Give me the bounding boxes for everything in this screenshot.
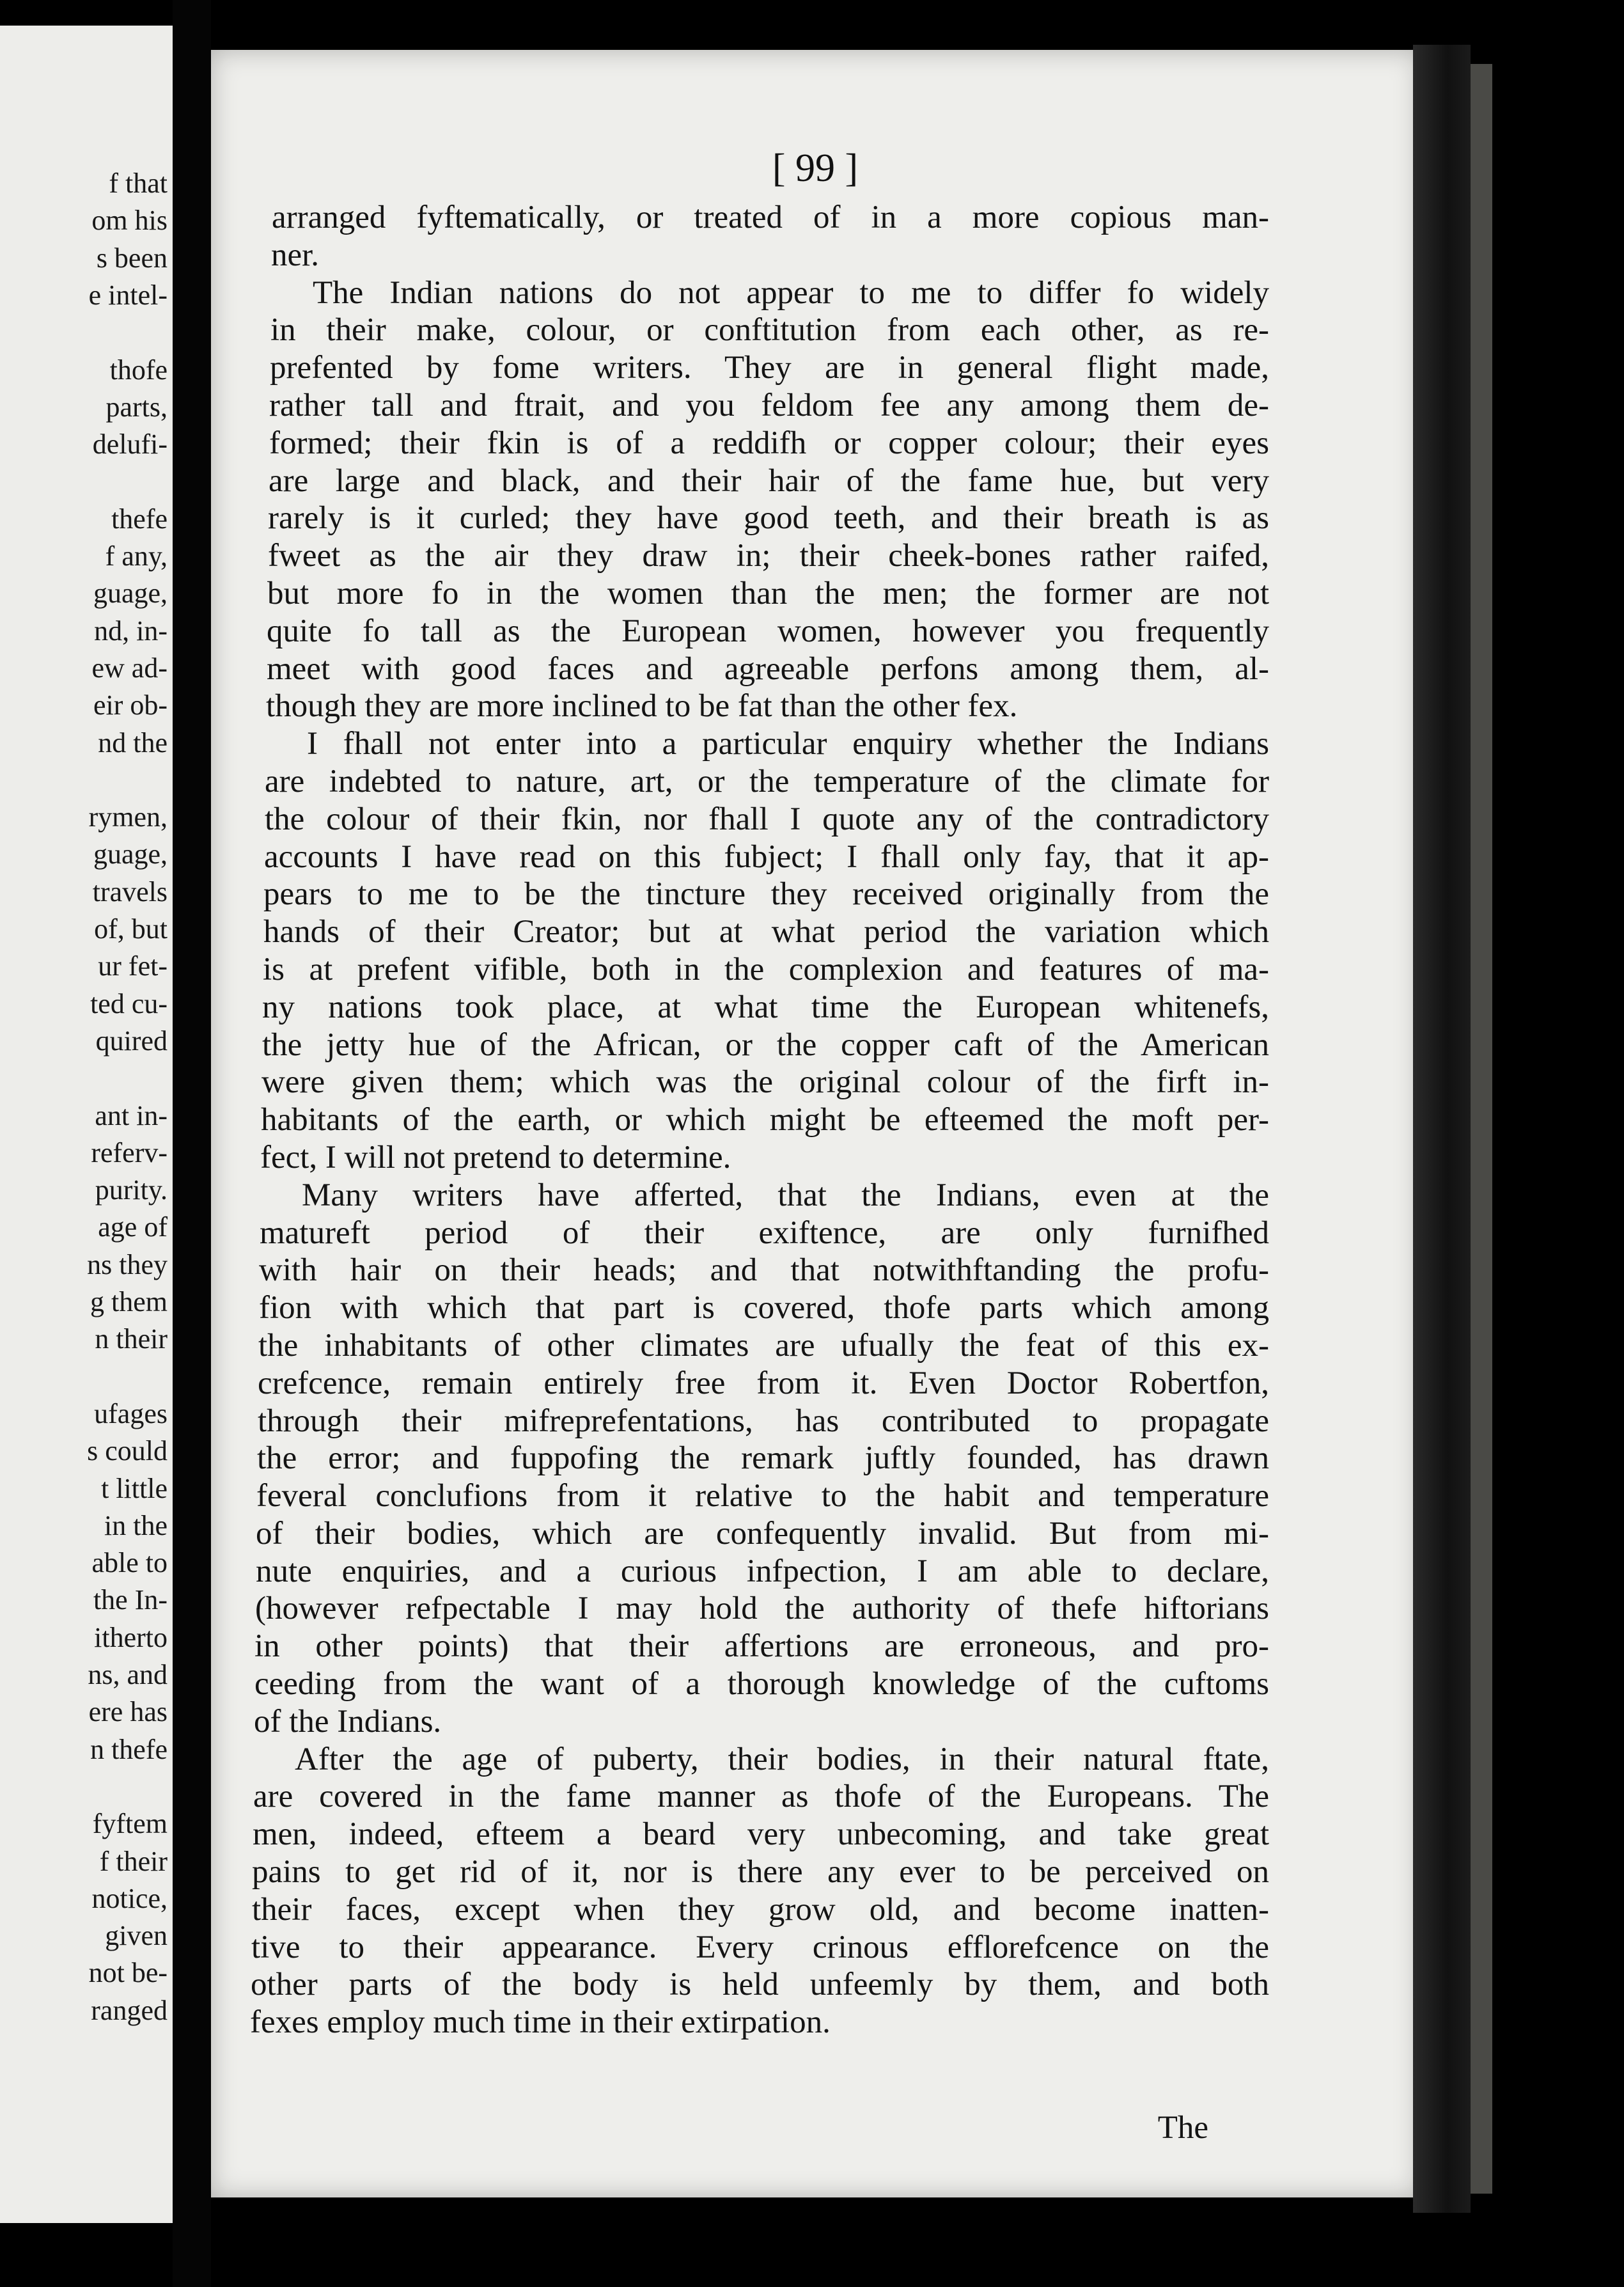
left-page-text-fragment: not be- <box>88 1957 168 1989</box>
left-page-text-fragment: e intel- <box>88 279 168 311</box>
left-page-text-fragment: eir ob- <box>93 689 168 721</box>
text-line: fect, I will not pretend to determine. <box>260 1139 731 1175</box>
text-line: rarely is it curled; they have good teeth, and their breath is as <box>268 500 1269 537</box>
text-line: nute enquiries, and a curious infpection, I am able to declare, <box>256 1553 1269 1589</box>
text-line: with hair on their heads; and that notwithftanding the profu- <box>259 1252 1269 1289</box>
text-line: arranged fyftematically, or treated of in a more copious man- <box>272 200 1269 235</box>
text-line: tive to their appearance. Every crinous efflorefcence on the <box>251 1929 1269 1965</box>
left-page-text-fragment: ns they <box>87 1248 168 1280</box>
text-line: pains to get rid of it, nor is there any ever to be perceived on <box>252 1854 1269 1890</box>
left-page-text-fragment: referv- <box>91 1136 168 1168</box>
book-cover-edge <box>1471 64 1492 2194</box>
left-page-text-fragment: delufi- <box>92 428 168 460</box>
text-line: but more fo in the women than the men; the former are not <box>267 575 1269 611</box>
text-line: matureft period of their exiftence, are only furnifhed <box>260 1214 1269 1251</box>
text-line: their faces, except when they grow old, and become inatten- <box>252 1891 1269 1928</box>
text-line: feveral conclufions from it relative to the habit and temperature <box>256 1478 1269 1514</box>
left-page-text-fragment: om his <box>91 205 168 237</box>
text-line: other parts of the body is held unfeemly by them, and both <box>251 1967 1269 2003</box>
book-page <box>211 50 1419 2197</box>
text-line: through their mifreprefentations, has contributed to propagate <box>258 1403 1269 1439</box>
left-page-text-fragment: age of <box>98 1211 168 1243</box>
text-line: formed; their fkin is of a reddifh or copper colour; their eyes <box>269 425 1269 461</box>
text-line: are indebted to nature, art, or the temperature of the climate for <box>265 763 1269 799</box>
text-line: After the age of puberty, their bodies, in their natural ftate, <box>295 1741 1269 1777</box>
left-page-text-fragment: purity. <box>95 1174 168 1206</box>
text-line: though they are more inclined to be fat than the other fex. <box>266 688 1018 725</box>
text-line: accounts I have read on this fubject; I fhall only fay, that it ap- <box>264 838 1269 875</box>
left-page-text-fragment: notice, <box>91 1882 168 1914</box>
text-line: prefented by fome writers. They are in general flight made, <box>270 350 1269 386</box>
left-page-text-fragment: n thefe <box>90 1733 168 1765</box>
left-page-text-fragment: nd, in- <box>94 615 168 647</box>
left-page-text-fragment: ere has <box>88 1696 168 1728</box>
text-line: ceeding from the want of a thorough knowledge of the cuftoms <box>254 1666 1269 1702</box>
text-line: were given them; which was the original colour of the firft in- <box>262 1064 1269 1101</box>
left-page-text-fragment: thefe <box>111 503 168 535</box>
text-line: ny nations took place, at what time the European whitenefs, <box>262 989 1269 1025</box>
text-line: Many writers have afferted, that the Indians, even at the <box>302 1177 1269 1213</box>
text-line: are covered in the fame manner as thofe of the Europeans. The <box>253 1779 1269 1815</box>
text-line: in their make, colour, or conftitution from each other, as re- <box>270 312 1269 349</box>
left-page-text-fragment: s could <box>87 1435 168 1467</box>
left-page-text-fragment: g them <box>90 1286 168 1317</box>
text-line: of their bodies, which are confequently invalid. But from mi- <box>256 1515 1269 1552</box>
left-page-text-fragment: of, but <box>94 913 168 945</box>
left-page-text-fragment: n their <box>95 1323 168 1355</box>
left-page-text-fragment: parts, <box>105 391 168 423</box>
text-line: crefcence, remain entirely free from it. Even Doctor Robertfon, <box>258 1365 1269 1401</box>
left-page-text-fragment: in the <box>104 1509 168 1541</box>
left-page-text-fragment: the In- <box>93 1584 168 1616</box>
body-text <box>250 199 1269 2041</box>
text-line: hands of their Creator; but at what period the variation which <box>263 914 1269 950</box>
text-line: habitants of the earth, or which might be efteemed the moft per- <box>261 1102 1269 1138</box>
text-line: rather tall and ftrait, and you feldom fee any among them de- <box>269 387 1269 423</box>
left-page-text-fragment: f their <box>99 1845 168 1877</box>
left-page-text-fragment: ns, and <box>88 1659 168 1690</box>
left-page-text-fragment: rymen, <box>88 801 168 833</box>
left-page-text-fragment: ted cu- <box>90 987 168 1019</box>
left-page-text-fragment: able to <box>91 1547 168 1579</box>
left-page-text-fragment: ant in- <box>95 1099 168 1131</box>
left-page-text-fragment: given <box>105 1920 168 1952</box>
text-line: fweet as the air they draw in; their cheek-bones rather raifed, <box>268 538 1269 574</box>
text-line: meet with good faces and agreeable perfons among them, al- <box>267 650 1269 687</box>
text-line: the inhabitants of other climates are ufually the feat of this ex- <box>258 1327 1269 1364</box>
text-line: ner. <box>271 237 320 273</box>
text-line: (however refpectable I may hold the authority of thefe hiftorians <box>255 1591 1269 1627</box>
left-page-text-fragment: quired <box>95 1025 168 1057</box>
left-page-text-fragment: s been <box>96 242 168 274</box>
left-page-text-fragment: f that <box>109 168 168 199</box>
page-number: [ 99 ] <box>772 146 859 190</box>
left-page-text-fragment: ew ad- <box>91 652 168 684</box>
text-line: the error; and fuppofing the remark juftly founded, has drawn <box>257 1440 1269 1477</box>
left-page-text-fragment: t little <box>101 1472 168 1504</box>
text-line: in other points) that their affertions are erroneous, and pro- <box>254 1628 1269 1665</box>
left-page-text-fragment: thofe <box>109 354 168 386</box>
text-line: I fhall not enter into a particular enquiry whether the Indians <box>307 726 1269 762</box>
text-line: The Indian nations do not appear to me to differ fo widely <box>313 274 1269 311</box>
text-line: fexes employ much time in their extirpation. <box>250 2004 831 2041</box>
text-line: is at prefent vifible, both in the complexion and features of ma- <box>263 951 1269 987</box>
text-line: fion with which that part is covered, thofe parts which among <box>259 1290 1269 1326</box>
left-page-text-fragment: ur fet- <box>98 950 168 982</box>
left-page-text-fragment: ufages <box>94 1397 168 1429</box>
left-page-text-fragment: ranged <box>91 1994 168 2026</box>
book-binding <box>1413 45 1471 2213</box>
left-page-edge <box>0 26 173 2223</box>
left-page-text-fragment: guage, <box>93 578 168 609</box>
text-line: the colour of their fkin, nor fhall I quote any of the contradictory <box>265 801 1269 837</box>
left-page-text-fragment: travels <box>92 876 168 908</box>
catchword: The <box>1157 2110 1208 2146</box>
left-page-text-fragment: nd the <box>98 727 168 758</box>
text-line: quite fo tall as the European women, however you frequently <box>267 613 1269 649</box>
left-page-text-fragment: guage, <box>93 838 168 870</box>
gutter-shadow <box>173 0 211 2287</box>
text-line: the jetty hue of the African, or the copper caft of the American <box>262 1026 1269 1063</box>
text-line: are large and black, and their hair of the fame hue, but very <box>269 462 1269 499</box>
left-page-text-fragment: f any, <box>105 540 168 572</box>
text-line: men, indeed, efteem a beard very unbecoming, and take great <box>253 1816 1269 1853</box>
left-page-text-fragment: fyftem <box>92 1808 168 1840</box>
text-line: of the Indians. <box>254 1703 442 1740</box>
text-line: pears to me to be the tincture they received originally from the <box>263 876 1269 913</box>
left-page-text-fragment: itherto <box>94 1621 168 1653</box>
